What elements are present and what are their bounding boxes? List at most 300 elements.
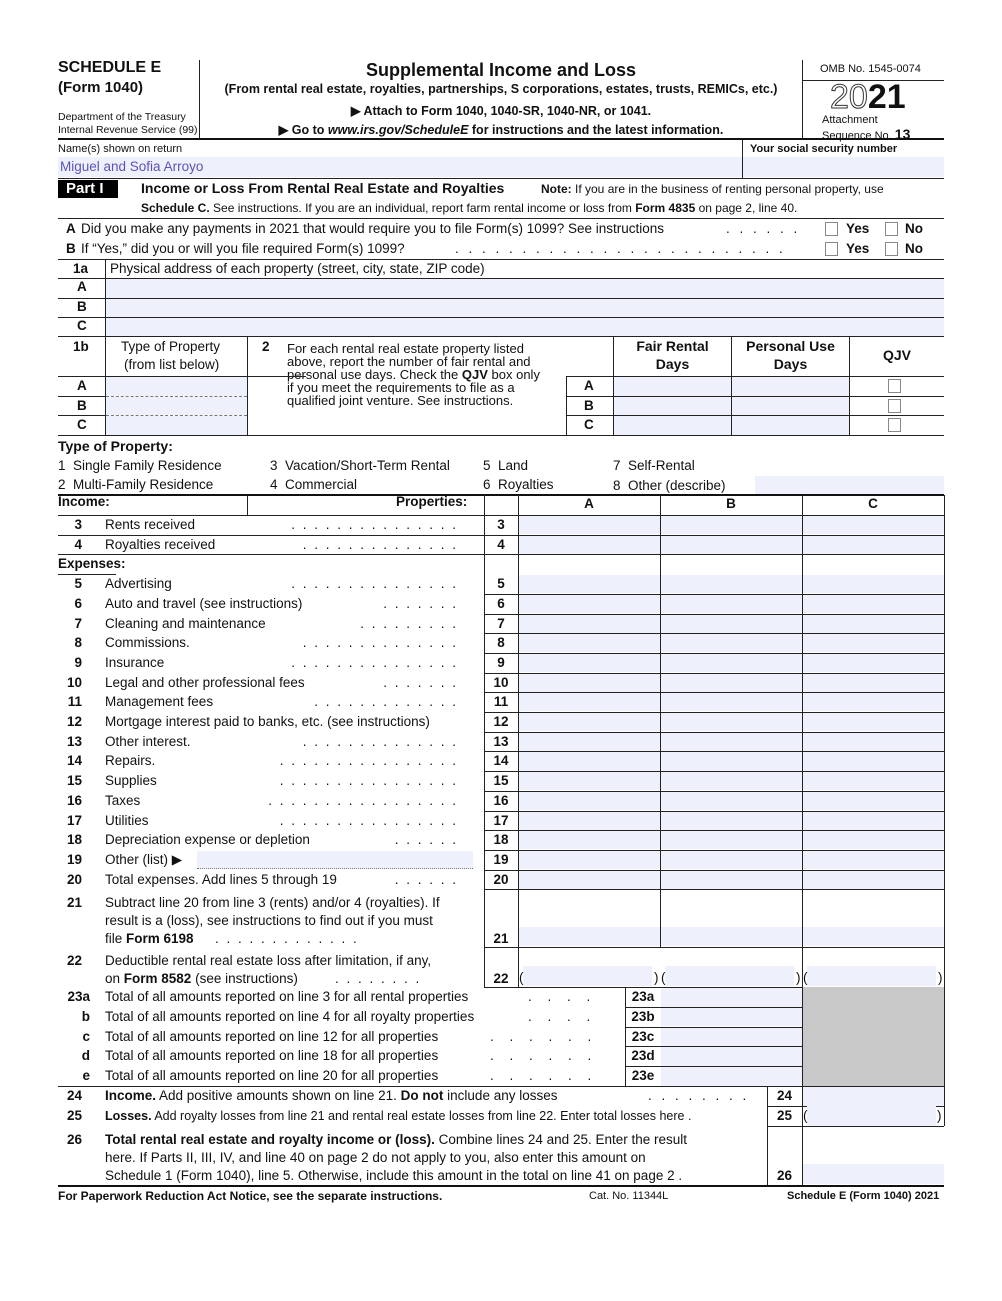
divider xyxy=(484,554,944,555)
line-number: 1b xyxy=(73,339,89,354)
address-field-c[interactable] xyxy=(106,318,944,337)
line-17-c[interactable] xyxy=(803,812,944,830)
goto-instruction xyxy=(200,122,802,137)
goto-pre: ▶ Go to xyxy=(278,123,328,137)
address-field-b[interactable] xyxy=(106,299,944,318)
note-label: Note: xyxy=(541,182,572,196)
line-8-b[interactable] xyxy=(661,634,802,652)
question-letter: B xyxy=(66,241,76,256)
line-8-a[interactable] xyxy=(519,634,660,652)
line-number: 3 xyxy=(74,517,82,532)
type-title: Type of Property: xyxy=(58,438,173,454)
paren-close: ) xyxy=(938,970,943,985)
divider xyxy=(247,495,248,515)
property-type-field-b[interactable] xyxy=(106,397,247,416)
yes-label: Yes xyxy=(846,241,870,256)
line-box-number: 23c xyxy=(631,1028,655,1044)
line-17-b[interactable] xyxy=(661,812,802,830)
tax-year xyxy=(830,78,906,116)
row-letter: A xyxy=(77,378,87,393)
line-19-c[interactable] xyxy=(803,851,944,869)
line-10-c[interactable] xyxy=(803,674,944,692)
line-15-b[interactable] xyxy=(661,772,802,790)
property-type-field-c[interactable] xyxy=(106,416,247,435)
type-option: 5 Land xyxy=(483,458,529,473)
line-13-b[interactable] xyxy=(661,733,802,751)
line-label: Legal and other professional fees xyxy=(105,674,305,690)
instructions-part: box only xyxy=(487,367,540,382)
qjv-checkbox-c[interactable] xyxy=(888,418,901,432)
income-header: Income: xyxy=(58,494,110,509)
line-box-number: 17 xyxy=(493,812,509,828)
divider xyxy=(518,889,519,987)
divider xyxy=(484,947,944,948)
line-number: 13 xyxy=(66,733,82,749)
line-box-number: 15 xyxy=(493,773,509,789)
yes-label: Yes xyxy=(846,221,870,236)
row-letter: B xyxy=(77,397,87,413)
form-label: (Form 1040) xyxy=(58,79,144,96)
leader-dots: . . . . . . xyxy=(490,1028,598,1044)
leader-dots: . . . . . . . . . . . . . . . xyxy=(291,517,458,532)
line-number: 24 xyxy=(66,1088,82,1103)
leader-dots: . . . . . . . . . . . . . . xyxy=(302,635,458,651)
sequence-number: 13 xyxy=(894,126,911,142)
line-19-a[interactable] xyxy=(519,851,660,869)
line-label: Advertising xyxy=(105,576,172,592)
line-23a-field[interactable] xyxy=(661,988,802,1007)
personal-use-header: Personal Use xyxy=(746,338,835,354)
line-label: Auto and travel (see instructions) xyxy=(105,595,303,611)
irs-label: Internal Revenue Service (99) xyxy=(58,124,198,136)
text: Total rental real estate and royalty income or (loss). xyxy=(105,1132,435,1147)
paren-open: ( xyxy=(661,970,666,985)
expenses-header: Expenses: xyxy=(58,556,126,572)
line-text: Subtract line 20 from line 3 (rents) and/or 4 (royalties). If xyxy=(105,895,440,910)
divider xyxy=(566,396,567,416)
line-number: 26 xyxy=(66,1132,82,1147)
fair-rental-days-b[interactable] xyxy=(614,397,731,416)
line-box-number: 23a xyxy=(631,989,655,1004)
line-21-c[interactable] xyxy=(803,927,944,946)
text: Add royalty losses from line 21 and rental real estate losses from line 22. Enter total losses here . xyxy=(151,1109,692,1123)
question-letter: A xyxy=(66,221,76,236)
row-letter: A xyxy=(584,378,594,393)
fair-rental-header: Fair Rental xyxy=(636,338,709,354)
line-box-number: 13 xyxy=(493,733,509,749)
type-option: 4 Commercial xyxy=(270,477,358,492)
form-footer-id: Schedule E (Form 1040) 2021 xyxy=(787,1190,940,1202)
text: include any losses xyxy=(443,1088,558,1103)
line-number: 25 xyxy=(66,1108,82,1123)
name-value: Miguel and Sofia Arroyo xyxy=(60,159,204,174)
line-6-b[interactable] xyxy=(661,595,802,613)
line-box-number: 3 xyxy=(497,517,505,532)
instructions: qualified joint venture. See instructions. xyxy=(287,393,514,408)
form-8582-ref: Form 8582 xyxy=(123,971,192,986)
leader-dots: . . . . . . . . . . . . . . . xyxy=(291,576,458,592)
personal-use-days-b[interactable] xyxy=(732,397,849,416)
properties-header: Properties: xyxy=(396,494,468,509)
type-header: Type of Property xyxy=(121,339,221,354)
line-12-c[interactable] xyxy=(803,713,944,731)
line-5-a[interactable] xyxy=(519,575,660,593)
instructions-part: QJV xyxy=(461,367,488,382)
line-number: 14 xyxy=(66,753,82,769)
paren-open: ( xyxy=(803,1108,808,1123)
line-4-c[interactable] xyxy=(803,536,944,554)
line-10-a[interactable] xyxy=(519,674,660,692)
line-box-number: 10 xyxy=(493,674,509,690)
leader-dots: . . . . . . . . . . . . . . . . xyxy=(279,812,458,828)
line-text xyxy=(105,931,194,946)
line-number: 1a xyxy=(73,261,89,276)
line-box-number: 16 xyxy=(493,792,509,808)
type-option: 8 Other (describe) xyxy=(613,478,726,493)
note-text-3: on page 2, line 40. xyxy=(695,201,798,215)
year-light: 20 xyxy=(830,78,868,116)
line-9-c[interactable] xyxy=(803,654,944,672)
line-text xyxy=(105,971,298,986)
line-box-number: 6 xyxy=(497,595,505,611)
paren-close: ) xyxy=(654,970,659,985)
line-14-c[interactable] xyxy=(803,752,944,770)
dept-label: Department of the Treasury xyxy=(58,111,186,123)
column-header: A xyxy=(584,496,594,511)
line-number: 19 xyxy=(66,851,82,867)
type-option: 2 Multi-Family Residence xyxy=(58,477,214,492)
line-box-number: 5 xyxy=(497,576,505,592)
line-label: Mortgage interest paid to banks, etc. (see instructions) xyxy=(105,714,430,729)
divider xyxy=(247,336,248,435)
line-21-b[interactable] xyxy=(661,927,802,946)
line-label: Depreciation expense or depletion xyxy=(105,832,310,848)
line-number: 17 xyxy=(66,812,82,828)
line-14-a[interactable] xyxy=(519,752,660,770)
shaded-area xyxy=(803,987,944,1086)
address-field-a[interactable] xyxy=(106,279,944,298)
line-label: Other (list) ▶ xyxy=(105,851,183,867)
property-type-field-a[interactable] xyxy=(106,377,247,396)
line-23e-field[interactable] xyxy=(661,1067,802,1086)
line-number: 7 xyxy=(74,615,82,631)
divider xyxy=(484,889,944,890)
line-label: Taxes xyxy=(105,792,141,808)
line-3-c[interactable] xyxy=(803,516,944,534)
line-25-field[interactable] xyxy=(807,1106,936,1126)
personal-use-header-2: Days xyxy=(773,356,808,372)
line-number: 10 xyxy=(66,674,82,690)
line-number: 12 xyxy=(66,714,82,729)
no-label: No xyxy=(905,221,923,236)
type-option: 1 Single Family Residence xyxy=(58,458,222,473)
divider xyxy=(58,435,944,436)
line-15-a[interactable] xyxy=(519,772,660,790)
leader-dots: . . . . . . xyxy=(490,1048,598,1064)
leader-dots: . . . . . . xyxy=(490,1068,598,1084)
column-header: B xyxy=(726,496,736,511)
divider xyxy=(58,535,484,536)
line-14-b[interactable] xyxy=(661,752,802,770)
line-box-number: 19 xyxy=(493,851,509,867)
line-number: d xyxy=(81,1048,90,1064)
line-number: 5 xyxy=(74,576,82,592)
line-18-a[interactable] xyxy=(519,831,660,849)
leader-dots: . . . . . . . . . . . . . . . . xyxy=(279,773,458,789)
line-number: 23a xyxy=(67,989,90,1004)
name-field[interactable] xyxy=(58,157,742,177)
row-letter: C xyxy=(584,417,594,433)
part-badge: Part I xyxy=(58,180,118,198)
line-box-number: 21 xyxy=(493,931,509,946)
text: (see instructions) xyxy=(191,971,298,986)
line-24-field[interactable] xyxy=(803,1087,944,1106)
line-13-c[interactable] xyxy=(803,733,944,751)
line-12-a[interactable] xyxy=(519,713,660,731)
qjv-header: QJV xyxy=(882,347,911,363)
attachment-label: Attachment xyxy=(822,114,878,126)
question-text: If “Yes,” did you or will you file required Form(s) 1099? xyxy=(81,241,405,256)
year-bold: 21 xyxy=(867,78,906,116)
leader-dots: . . . . . . xyxy=(394,832,458,848)
row-letter: A xyxy=(77,279,87,294)
line-number: 9 xyxy=(74,654,82,670)
line-box-number: 4 xyxy=(497,536,505,552)
fair-rental-header-2: Days xyxy=(655,356,690,372)
line-box-number: 23b xyxy=(631,1008,655,1024)
line-16-c[interactable] xyxy=(803,792,944,810)
line-26-field[interactable] xyxy=(803,1164,944,1184)
divider xyxy=(58,336,944,337)
no-label: No xyxy=(905,241,923,256)
line-11-a[interactable] xyxy=(519,693,660,711)
line-15-c[interactable] xyxy=(803,772,944,790)
line-label: Total expenses. Add lines 5 through 19 xyxy=(105,871,337,887)
divider xyxy=(566,376,567,396)
line-text xyxy=(105,1132,687,1147)
line-box-number: 22 xyxy=(493,971,509,986)
line-4-b[interactable] xyxy=(661,536,802,554)
part-note-2 xyxy=(141,201,797,215)
instructions: above, report the number of fair rental and xyxy=(287,354,531,369)
line-number: 22 xyxy=(66,953,82,968)
line-7-b[interactable] xyxy=(661,615,802,633)
omb-number: OMB No. 1545-0074 xyxy=(820,63,921,75)
line-number: 21 xyxy=(66,895,82,910)
line-21-a[interactable] xyxy=(519,927,660,946)
schedule-label: SCHEDULE E xyxy=(58,59,162,76)
line-22-a[interactable] xyxy=(523,966,652,986)
line-number: b xyxy=(81,1008,90,1024)
line-number: 2 xyxy=(262,339,270,354)
leader-dots: . . . . . . . xyxy=(383,674,458,690)
sequence-text: Sequence No. xyxy=(822,130,892,142)
line-19-b[interactable] xyxy=(661,851,802,869)
no-checkbox[interactable] xyxy=(885,222,898,236)
part-note xyxy=(541,182,884,196)
line-number: 11 xyxy=(67,694,82,710)
line-text: Deductible rental real estate loss after limitation, if any, xyxy=(105,953,432,968)
text: on xyxy=(105,971,124,986)
paren-open: ( xyxy=(519,970,524,985)
line-box-number: 18 xyxy=(493,832,509,848)
line-4-a[interactable] xyxy=(519,536,660,554)
line-box-number: 25 xyxy=(776,1108,793,1123)
line-label: Utilities xyxy=(105,812,149,828)
line-9-b[interactable] xyxy=(661,654,802,672)
leader-dots: . . . . . . xyxy=(726,221,801,236)
line-box-number: 23d xyxy=(631,1048,655,1064)
line-16-b[interactable] xyxy=(661,792,802,810)
line-number: 20 xyxy=(66,871,82,887)
line-16-a[interactable] xyxy=(519,792,660,810)
line-10-b[interactable] xyxy=(661,674,802,692)
line-20-a[interactable] xyxy=(519,871,660,889)
fair-rental-days-c[interactable] xyxy=(614,416,731,435)
line-20-c[interactable] xyxy=(803,871,944,889)
leader-dots: . . . . . . . . xyxy=(335,971,422,986)
leader-dots: . . . . . . . . . . . . . . . xyxy=(291,654,458,670)
line-number: 8 xyxy=(74,635,82,651)
line-box-number: 8 xyxy=(497,635,505,651)
form-subtitle: (From rental real estate, royalties, partnerships, S corporations, estates, trusts, REMICs, etc.) xyxy=(224,82,778,96)
leader-dots: . . . . . . xyxy=(394,871,458,887)
line-20-b[interactable] xyxy=(661,871,802,889)
yes-checkbox[interactable] xyxy=(825,242,838,256)
personal-use-days-c[interactable] xyxy=(732,416,849,435)
divider xyxy=(58,415,106,416)
type-header-2: (from list below) xyxy=(124,357,220,372)
form-4835-ref: Form 4835 xyxy=(635,201,696,215)
note-text: If you are in the business of renting personal property, use xyxy=(571,182,884,196)
line-label: Other interest. xyxy=(105,733,191,749)
attach-instruction: ▶ Attach to Form 1040, 1040-SR, 1040-NR, or 1041. xyxy=(350,104,652,118)
text: Losses. xyxy=(105,1109,152,1123)
line-label: Total of all amounts reported on line 20 for all properties xyxy=(105,1068,439,1084)
line-number: 4 xyxy=(74,536,82,552)
divider xyxy=(767,1126,944,1127)
line-text: result is a (loss), see instructions to find out if you must xyxy=(105,913,433,928)
line-label: Total of all amounts reported on line 3 for all rental properties xyxy=(105,989,469,1004)
divider xyxy=(58,554,484,555)
row-letter: C xyxy=(77,318,87,333)
other-describe-field[interactable] xyxy=(755,476,944,494)
other-list-field[interactable] xyxy=(197,851,473,869)
yes-checkbox[interactable] xyxy=(825,222,838,236)
personal-use-days-a[interactable] xyxy=(732,377,849,396)
line-23c-field[interactable] xyxy=(661,1028,802,1047)
instructions: For each rental real estate property listed xyxy=(287,341,525,356)
fair-rental-days-a[interactable] xyxy=(614,377,731,396)
line-label: Total of all amounts reported on line 4 for all royalty properties xyxy=(105,1008,475,1024)
text: Income. xyxy=(105,1088,157,1103)
divider xyxy=(58,396,106,397)
leader-dots: . . . . . . . . . . . . . . . . xyxy=(279,753,458,769)
text: Do not xyxy=(400,1088,444,1103)
line-3-b[interactable] xyxy=(661,516,802,534)
line-label: Royalties received xyxy=(105,536,216,552)
line-number: c xyxy=(82,1028,90,1044)
row-letter: B xyxy=(584,397,594,413)
line-13-a[interactable] xyxy=(519,733,660,751)
line-5-b[interactable] xyxy=(661,575,802,593)
line-number: 18 xyxy=(66,832,82,848)
line-11-b[interactable] xyxy=(661,693,802,711)
paren-close: ) xyxy=(796,970,801,985)
text: Combine lines 24 and 25. Enter the result xyxy=(434,1132,688,1147)
leader-dots: . . . . . . . . . . . . . . . . . . . . . . . . . xyxy=(455,241,786,256)
line-box-number: 9 xyxy=(497,654,505,670)
line-text xyxy=(105,1088,558,1103)
line-22-c[interactable] xyxy=(807,966,936,986)
line-box-number: 11 xyxy=(493,694,509,710)
line-3-a[interactable] xyxy=(519,516,660,534)
line-label: Supplies xyxy=(105,773,157,789)
line-label: Cleaning and maintenance xyxy=(105,615,266,631)
column-header: C xyxy=(868,496,878,511)
line-label: Total of all amounts reported on line 18 for all properties xyxy=(105,1048,439,1064)
leader-dots: . . . . . . . . . . . . . xyxy=(215,931,359,946)
irs-link[interactable]: www.irs.gov/ScheduleE xyxy=(327,123,469,137)
qjv-checkbox-b[interactable] xyxy=(888,399,901,413)
line-5-c[interactable] xyxy=(803,575,944,593)
line-22-b[interactable] xyxy=(665,966,794,986)
line-number: 16 xyxy=(66,792,82,808)
address-header: Physical address of each property (street, city, state, ZIP code) xyxy=(110,261,485,276)
type-option: 6 Royalties xyxy=(483,477,554,492)
line-17-a[interactable] xyxy=(519,812,660,830)
line-12-b[interactable] xyxy=(661,713,802,731)
leader-dots: . . . . xyxy=(528,1008,597,1024)
line-6-c[interactable] xyxy=(803,595,944,613)
line-box-number: 20 xyxy=(493,871,509,887)
leader-dots: . . . . . . . . . . . . . . xyxy=(302,733,458,749)
row-letter: B xyxy=(77,298,87,314)
line-text: here. If Parts II, III, IV, and line 40 on page 2 do not apply to you, also enter this amount on xyxy=(105,1150,646,1165)
line-label: Commissions. xyxy=(105,635,190,651)
ssn-field[interactable] xyxy=(743,157,944,177)
paperwork-notice: For Paperwork Reduction Act Notice, see the separate instructions. xyxy=(58,1189,443,1203)
line-9-a[interactable] xyxy=(519,654,660,672)
line-box-number: 23e xyxy=(631,1068,655,1084)
text: file xyxy=(105,931,127,946)
leader-dots: . . . . . . . . . . . . . . xyxy=(302,536,458,552)
text: Add positive amounts shown on line 21. xyxy=(156,1088,401,1103)
line-7-a[interactable] xyxy=(519,615,660,633)
line-6-a[interactable] xyxy=(519,595,660,613)
line-8-c[interactable] xyxy=(803,634,944,652)
line-23d-field[interactable] xyxy=(661,1047,802,1066)
line-18-b[interactable] xyxy=(661,831,802,849)
line-label: Total of all amounts reported on line 12 for all properties xyxy=(105,1028,439,1044)
line-23b-field[interactable] xyxy=(661,1008,802,1027)
type-option: 3 Vacation/Short-Term Rental xyxy=(270,458,450,473)
line-box-number: 14 xyxy=(493,753,509,769)
line-label: Management fees xyxy=(105,694,214,710)
line-label: Insurance xyxy=(105,654,165,670)
line-11-c[interactable] xyxy=(803,693,944,711)
no-checkbox[interactable] xyxy=(885,242,898,256)
note-text-2: See instructions. If you are an individual, report farm rental income or loss from xyxy=(209,201,636,215)
name-label: Name(s) shown on return xyxy=(58,143,183,155)
line-18-c[interactable] xyxy=(803,831,944,849)
leader-dots: . . . . . . . . . . . . . xyxy=(314,694,458,710)
line-box-number: 24 xyxy=(776,1088,793,1103)
line-7-c[interactable] xyxy=(803,615,944,633)
qjv-checkbox-a[interactable] xyxy=(888,379,901,393)
line-number: 6 xyxy=(74,595,82,611)
form-title: Supplemental Income and Loss xyxy=(365,60,637,80)
